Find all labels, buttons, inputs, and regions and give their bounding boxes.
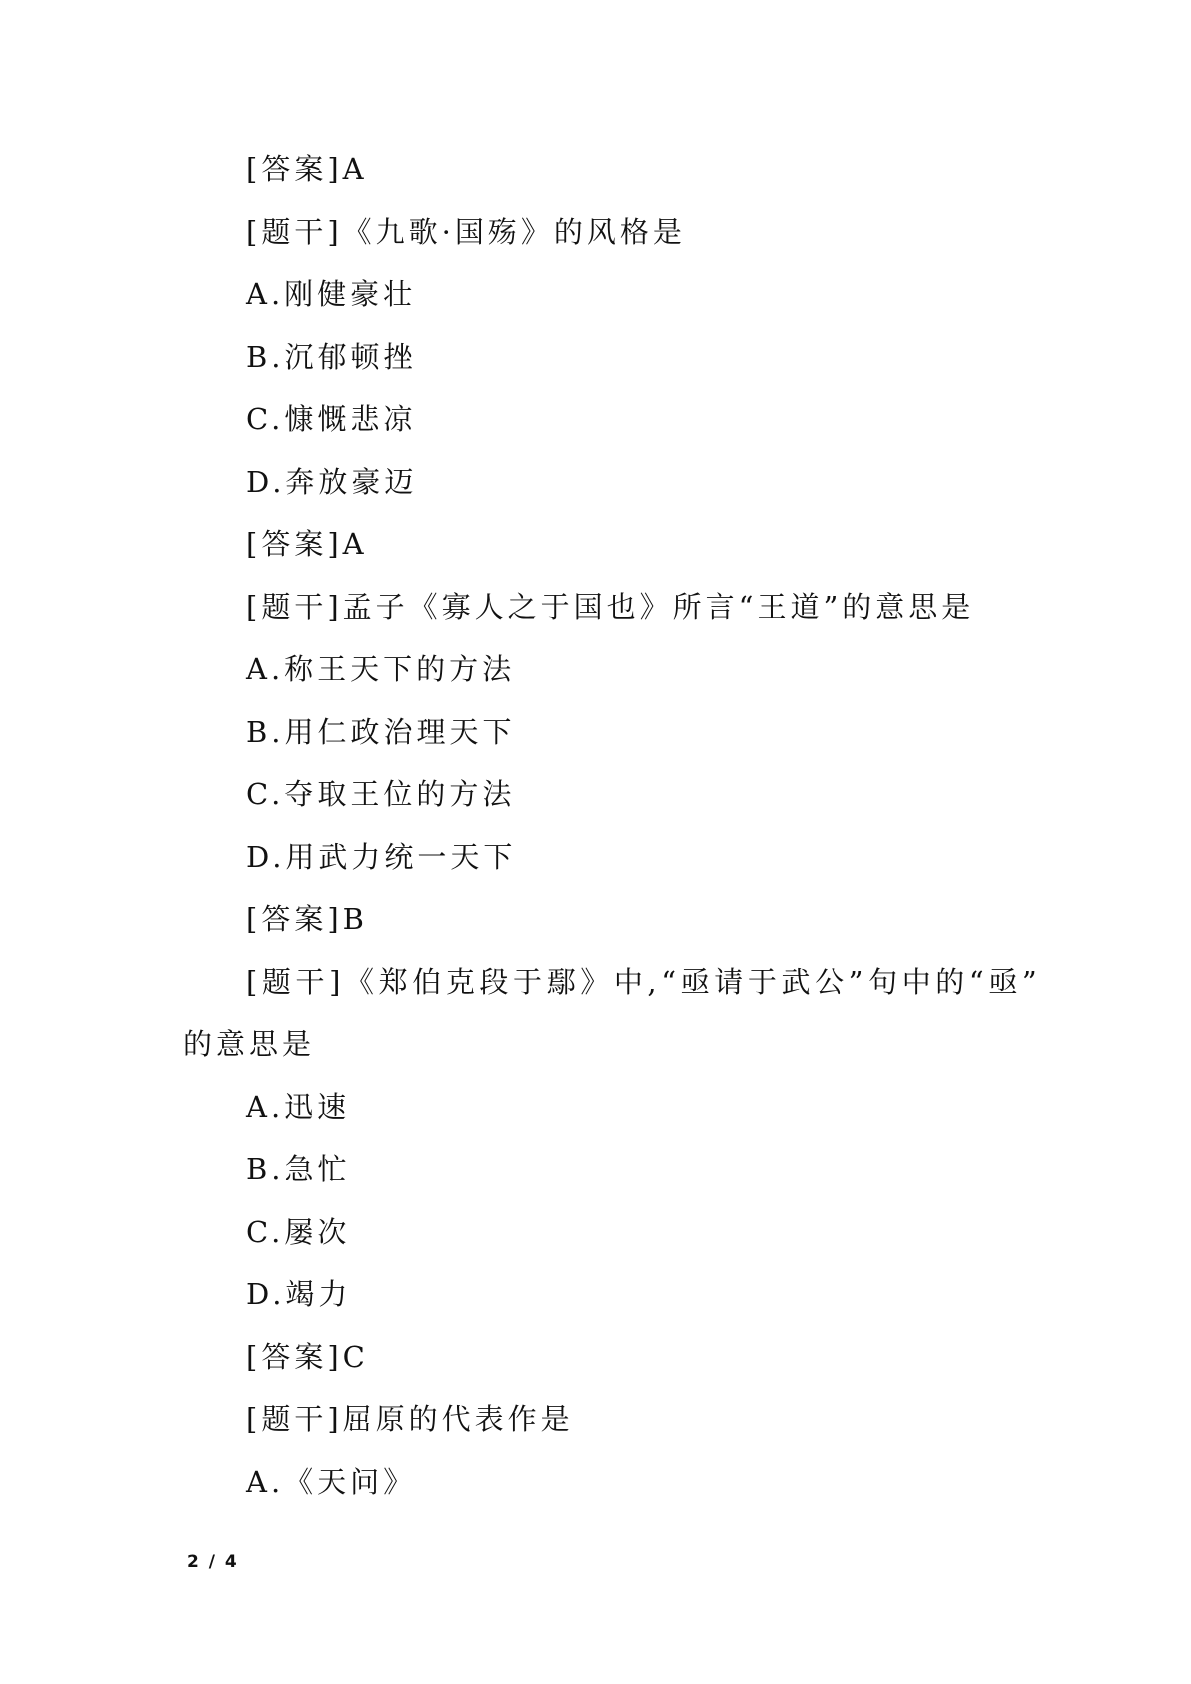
option-a: A.《天问》 <box>246 1464 417 1499</box>
option-a: A.迅速 <box>246 1089 351 1124</box>
option-c: C.慷慨悲凉 <box>246 402 417 436</box>
option-c: C.屡次 <box>246 1214 351 1249</box>
option-a: A.称王天下的方法 <box>246 652 516 686</box>
option-d: D.竭力 <box>246 1277 352 1311</box>
question-stem: [题干]屈原的代表作是 <box>246 1402 574 1436</box>
option-d: D.奔放豪迈 <box>246 464 418 499</box>
answer-line: [答案]C <box>246 1339 369 1374</box>
answer-line: [答案]A <box>246 152 368 186</box>
question-stem: [题干]《九歌·国殇》的风格是 <box>246 214 686 249</box>
question-stem: [题干]《郑伯克段于鄢》中,“亟请于武公”句中的“亟” <box>246 964 1042 999</box>
option-b: B.用仁政治理天下 <box>246 714 516 749</box>
option-b: B.沉郁顿挫 <box>246 339 417 374</box>
option-c: C.夺取王位的方法 <box>246 777 516 811</box>
question-stem-continuation: 的意思是 <box>183 1027 316 1061</box>
option-d: D.用武力统一天下 <box>246 839 517 874</box>
option-b: B.急忙 <box>246 1152 351 1186</box>
answer-line: [答案]A <box>246 527 368 561</box>
page-number: 2 / 4 <box>187 1552 239 1572</box>
answer-line: [答案]B <box>246 902 368 936</box>
question-stem: [题干]孟子《寡人之于国也》所言“王道”的意思是 <box>246 589 975 624</box>
option-a: A.刚健豪壮 <box>246 277 417 311</box>
document-body <box>183 138 1042 1513</box>
